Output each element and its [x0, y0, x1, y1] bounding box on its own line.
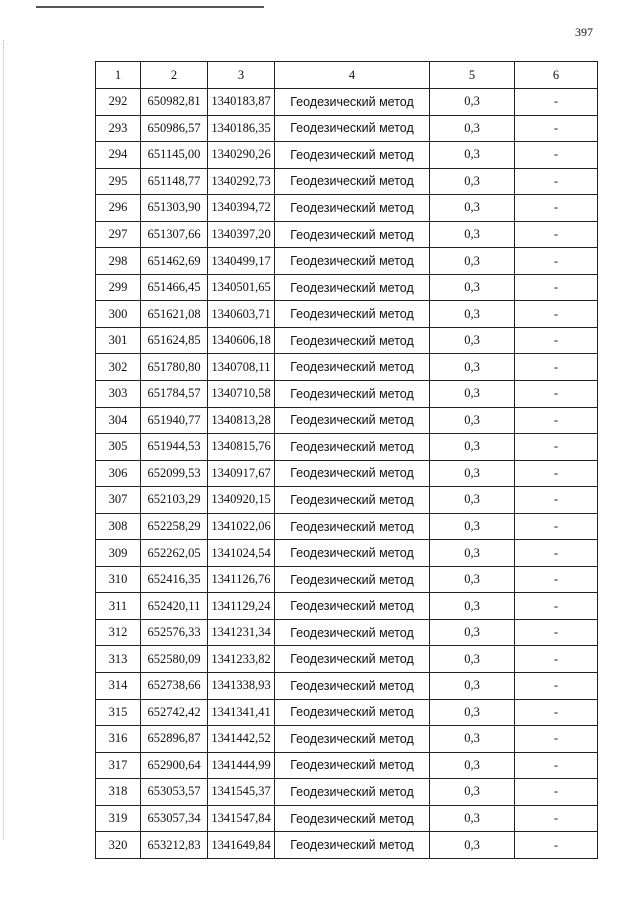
table-cell-col-4: Геодезический метод: [275, 142, 430, 169]
table-cell-col-4: Геодезический метод: [275, 779, 430, 806]
table-cell-col-6: -: [515, 142, 598, 169]
table-cell-col-3: 1341231,34: [208, 619, 275, 646]
table-cell-col-3: 1340917,67: [208, 460, 275, 487]
scan-artifact-left-edge: [3, 40, 4, 840]
table-cell-col-4: Геодезический метод: [275, 89, 430, 116]
table-cell-col-1: 315: [96, 699, 141, 726]
table-cell-col-6: -: [515, 726, 598, 753]
table-header-row: [96, 62, 598, 89]
table-cell-col-5: 0,3: [430, 646, 515, 673]
table-cell-col-2: 653053,57: [141, 779, 208, 806]
table-cell-col-6: -: [515, 699, 598, 726]
column-header-5: 5: [430, 62, 515, 89]
table-cell-col-5: 0,3: [430, 354, 515, 381]
table-cell-col-3: 1340499,17: [208, 248, 275, 275]
table-cell-col-4: Геодезический метод: [275, 168, 430, 195]
table-cell-col-5: 0,3: [430, 221, 515, 248]
table-row: [96, 752, 598, 779]
table-cell-col-3: 1340186,35: [208, 115, 275, 142]
table-row: [96, 168, 598, 195]
table-cell-col-6: -: [515, 274, 598, 301]
table-cell-col-1: 309: [96, 540, 141, 567]
table-cell-col-2: 652258,29: [141, 513, 208, 540]
table-cell-col-2: 650982,81: [141, 89, 208, 116]
table-cell-col-4: Геодезический метод: [275, 327, 430, 354]
table-cell-col-2: 651780,80: [141, 354, 208, 381]
table-row: [96, 460, 598, 487]
table-cell-col-1: 305: [96, 434, 141, 461]
table-cell-col-2: 652576,33: [141, 619, 208, 646]
table-cell-col-6: -: [515, 89, 598, 116]
table-row: [96, 115, 598, 142]
table-cell-col-4: Геодезический метод: [275, 540, 430, 567]
column-header-3: 3: [208, 62, 275, 89]
table-cell-col-2: 652262,05: [141, 540, 208, 567]
table-cell-col-2: 652420,11: [141, 593, 208, 620]
table-cell-col-5: 0,3: [430, 168, 515, 195]
table-cell-col-4: Геодезический метод: [275, 619, 430, 646]
table-cell-col-2: 652742,42: [141, 699, 208, 726]
table-cell-col-1: 320: [96, 832, 141, 859]
table-cell-col-3: 1341444,99: [208, 752, 275, 779]
table-row: [96, 832, 598, 859]
table-cell-col-5: 0,3: [430, 434, 515, 461]
table-cell-col-1: 314: [96, 673, 141, 700]
table-cell-col-1: 298: [96, 248, 141, 275]
table-cell-col-6: -: [515, 513, 598, 540]
table-cell-col-1: 303: [96, 381, 141, 408]
table-cell-col-6: -: [515, 487, 598, 514]
table-row: [96, 354, 598, 381]
table-cell-col-1: 312: [96, 619, 141, 646]
table-cell-col-6: -: [515, 195, 598, 222]
table-cell-col-3: 1341022,06: [208, 513, 275, 540]
table-cell-col-3: 1340815,76: [208, 434, 275, 461]
table-cell-col-4: Геодезический метод: [275, 752, 430, 779]
table-cell-col-3: 1340501,65: [208, 274, 275, 301]
table-row: [96, 566, 598, 593]
table-row: [96, 805, 598, 832]
table-cell-col-5: 0,3: [430, 566, 515, 593]
table-cell-col-1: 294: [96, 142, 141, 169]
table-cell-col-4: Геодезический метод: [275, 274, 430, 301]
table-cell-col-6: -: [515, 805, 598, 832]
table-cell-col-5: 0,3: [430, 513, 515, 540]
table-row: [96, 673, 598, 700]
table-cell-col-2: 651307,66: [141, 221, 208, 248]
column-header-6: 6: [515, 62, 598, 89]
table-row: [96, 434, 598, 461]
table-cell-col-6: -: [515, 593, 598, 620]
table-cell-col-4: Геодезический метод: [275, 673, 430, 700]
table-cell-col-6: -: [515, 248, 598, 275]
table-cell-col-2: 651466,45: [141, 274, 208, 301]
column-header-1: 1: [96, 62, 141, 89]
column-header-4: 4: [275, 62, 430, 89]
table-cell-col-5: 0,3: [430, 805, 515, 832]
table-row: [96, 487, 598, 514]
table-cell-col-4: Геодезический метод: [275, 354, 430, 381]
table-cell-col-1: 296: [96, 195, 141, 222]
table-cell-col-1: 297: [96, 221, 141, 248]
table-cell-col-4: Геодезический метод: [275, 195, 430, 222]
table-row: [96, 699, 598, 726]
scan-artifact-top-line: [36, 6, 264, 8]
table-cell-col-6: -: [515, 646, 598, 673]
table-cell-col-1: 299: [96, 274, 141, 301]
table-cell-col-4: Геодезический метод: [275, 434, 430, 461]
table-row: [96, 779, 598, 806]
table-cell-col-5: 0,3: [430, 540, 515, 567]
table-cell-col-5: 0,3: [430, 593, 515, 620]
table-cell-col-4: Геодезический метод: [275, 381, 430, 408]
table-row: [96, 89, 598, 116]
table-cell-col-4: Геодезический метод: [275, 726, 430, 753]
table-cell-col-5: 0,3: [430, 195, 515, 222]
table-row: [96, 540, 598, 567]
table-cell-col-2: 652900,64: [141, 752, 208, 779]
table-row: [96, 195, 598, 222]
table-cell-col-5: 0,3: [430, 673, 515, 700]
page-number: 397: [575, 25, 593, 39]
table-cell-col-4: Геодезический метод: [275, 487, 430, 514]
table-cell-col-4: Геодезический метод: [275, 805, 430, 832]
table-row: [96, 726, 598, 753]
table-cell-col-1: 308: [96, 513, 141, 540]
table-cell-col-1: 302: [96, 354, 141, 381]
table-cell-col-6: -: [515, 832, 598, 859]
table-cell-col-5: 0,3: [430, 274, 515, 301]
table-cell-col-4: Геодезический метод: [275, 566, 430, 593]
table-cell-col-2: 651148,77: [141, 168, 208, 195]
table-cell-col-5: 0,3: [430, 115, 515, 142]
table-cell-col-3: 1340710,58: [208, 381, 275, 408]
table-cell-col-1: 319: [96, 805, 141, 832]
table-cell-col-4: Геодезический метод: [275, 832, 430, 859]
table-cell-col-3: 1341233,82: [208, 646, 275, 673]
table-cell-col-3: 1340813,28: [208, 407, 275, 434]
table-cell-col-6: -: [515, 354, 598, 381]
table-cell-col-2: 651621,08: [141, 301, 208, 328]
table-cell-col-1: 311: [96, 593, 141, 620]
table-cell-col-4: Геодезический метод: [275, 460, 430, 487]
table-cell-col-4: Геодезический метод: [275, 301, 430, 328]
table-cell-col-1: 295: [96, 168, 141, 195]
table-cell-col-5: 0,3: [430, 407, 515, 434]
table-cell-col-4: Геодезический метод: [275, 699, 430, 726]
table-cell-col-6: -: [515, 301, 598, 328]
table-cell-col-5: 0,3: [430, 248, 515, 275]
table-cell-col-6: -: [515, 434, 598, 461]
table-cell-col-6: -: [515, 381, 598, 408]
table-cell-col-5: 0,3: [430, 726, 515, 753]
table-cell-col-6: -: [515, 752, 598, 779]
table-cell-col-3: 1340394,72: [208, 195, 275, 222]
table-cell-col-3: 1340292,73: [208, 168, 275, 195]
table-row: [96, 619, 598, 646]
table-cell-col-1: 318: [96, 779, 141, 806]
table-cell-col-5: 0,3: [430, 381, 515, 408]
table-cell-col-2: 651944,53: [141, 434, 208, 461]
table-cell-col-1: 310: [96, 566, 141, 593]
table-cell-col-6: -: [515, 540, 598, 567]
table-body: [96, 89, 598, 859]
table-cell-col-2: 651784,57: [141, 381, 208, 408]
table-cell-col-5: 0,3: [430, 460, 515, 487]
table-cell-col-6: -: [515, 619, 598, 646]
table-cell-col-2: 652099,53: [141, 460, 208, 487]
table-cell-col-5: 0,3: [430, 89, 515, 116]
table-cell-col-3: 1341126,76: [208, 566, 275, 593]
table-row: [96, 593, 598, 620]
table-cell-col-1: 293: [96, 115, 141, 142]
table-cell-col-6: -: [515, 673, 598, 700]
table-cell-col-2: 651624,85: [141, 327, 208, 354]
table-cell-col-3: 1340183,87: [208, 89, 275, 116]
table-cell-col-3: 1341024,54: [208, 540, 275, 567]
table-cell-col-4: Геодезический метод: [275, 513, 430, 540]
table-cell-col-1: 317: [96, 752, 141, 779]
table-cell-col-6: -: [515, 115, 598, 142]
table-cell-col-2: 652580,09: [141, 646, 208, 673]
table-cell-col-4: Геодезический метод: [275, 646, 430, 673]
table-cell-col-3: 1340708,11: [208, 354, 275, 381]
table-cell-col-2: 651940,77: [141, 407, 208, 434]
table-cell-col-4: Геодезический метод: [275, 221, 430, 248]
table-cell-col-4: Геодезический метод: [275, 593, 430, 620]
table-cell-col-5: 0,3: [430, 699, 515, 726]
table-cell-col-6: -: [515, 168, 598, 195]
table-row: [96, 142, 598, 169]
table-cell-col-5: 0,3: [430, 752, 515, 779]
table-row: [96, 221, 598, 248]
table-cell-col-4: Геодезический метод: [275, 248, 430, 275]
table-row: [96, 407, 598, 434]
table-cell-col-2: 651145,00: [141, 142, 208, 169]
table-cell-col-2: 652416,35: [141, 566, 208, 593]
table-row: [96, 274, 598, 301]
table-cell-col-3: 1340606,18: [208, 327, 275, 354]
table-cell-col-3: 1340290,26: [208, 142, 275, 169]
table-cell-col-2: 652103,29: [141, 487, 208, 514]
table-cell-col-3: 1341338,93: [208, 673, 275, 700]
table-cell-col-3: 1341545,37: [208, 779, 275, 806]
table-cell-col-6: -: [515, 407, 598, 434]
table-cell-col-6: -: [515, 566, 598, 593]
table-cell-col-3: 1340920,15: [208, 487, 275, 514]
table-cell-col-1: 300: [96, 301, 141, 328]
table-cell-col-1: 292: [96, 89, 141, 116]
table-cell-col-3: 1340397,20: [208, 221, 275, 248]
table-cell-col-6: -: [515, 460, 598, 487]
table-cell-col-3: 1341341,41: [208, 699, 275, 726]
table-cell-col-1: 301: [96, 327, 141, 354]
table-cell-col-1: 306: [96, 460, 141, 487]
table-cell-col-3: 1341547,84: [208, 805, 275, 832]
table-cell-col-1: 304: [96, 407, 141, 434]
table-row: [96, 301, 598, 328]
table-row: [96, 248, 598, 275]
table-cell-col-4: Геодезический метод: [275, 115, 430, 142]
table-cell-col-3: 1341649,84: [208, 832, 275, 859]
table-row: [96, 513, 598, 540]
table-cell-col-2: 652896,87: [141, 726, 208, 753]
table-cell-col-3: 1341442,52: [208, 726, 275, 753]
table-cell-col-2: 650986,57: [141, 115, 208, 142]
table-cell-col-5: 0,3: [430, 301, 515, 328]
table-cell-col-5: 0,3: [430, 327, 515, 354]
coordinates-table: [95, 61, 598, 859]
table-row: [96, 381, 598, 408]
column-header-2: 2: [141, 62, 208, 89]
table-cell-col-3: 1341129,24: [208, 593, 275, 620]
table-cell-col-5: 0,3: [430, 487, 515, 514]
table-cell-col-2: 653212,83: [141, 832, 208, 859]
table-cell-col-4: Геодезический метод: [275, 407, 430, 434]
table-cell-col-6: -: [515, 221, 598, 248]
table-cell-col-3: 1340603,71: [208, 301, 275, 328]
table-cell-col-1: 307: [96, 487, 141, 514]
table-cell-col-1: 316: [96, 726, 141, 753]
table-cell-col-5: 0,3: [430, 779, 515, 806]
table-cell-col-5: 0,3: [430, 619, 515, 646]
table-cell-col-5: 0,3: [430, 832, 515, 859]
table-row: [96, 327, 598, 354]
table-cell-col-1: 313: [96, 646, 141, 673]
table-cell-col-2: 651462,69: [141, 248, 208, 275]
table-cell-col-6: -: [515, 327, 598, 354]
table-cell-col-5: 0,3: [430, 142, 515, 169]
table-cell-col-2: 652738,66: [141, 673, 208, 700]
table-cell-col-2: 653057,34: [141, 805, 208, 832]
table-cell-col-6: -: [515, 779, 598, 806]
table-row: [96, 646, 598, 673]
table-cell-col-2: 651303,90: [141, 195, 208, 222]
